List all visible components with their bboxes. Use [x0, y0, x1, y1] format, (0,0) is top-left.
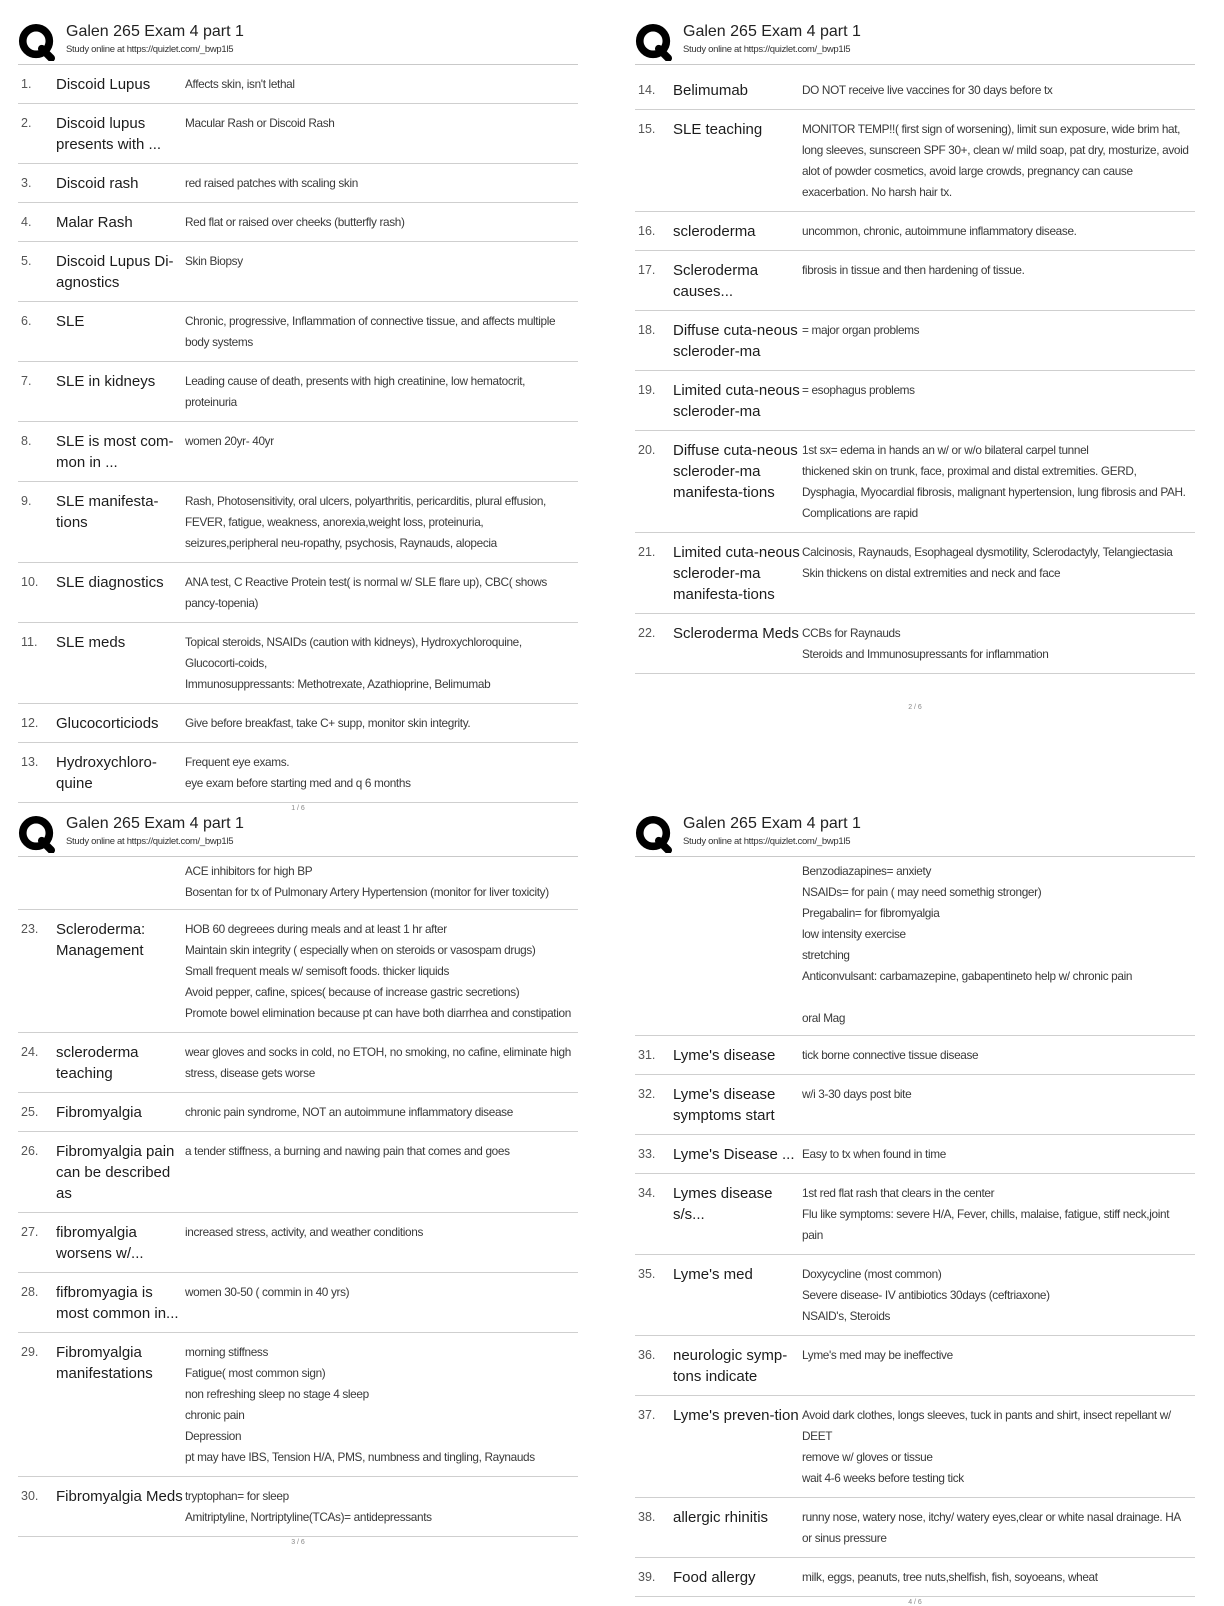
card-definition: [185, 752, 578, 794]
definition-line: Leading cause of death, presents with high creatinine, low hematocrit, proteinuria: [185, 374, 529, 409]
definition-line: NSAIDs= for pain ( may need somethig stronger): [802, 885, 1042, 899]
definition-line: morning stiffness: [185, 1345, 269, 1359]
card-definition: [802, 1507, 1195, 1549]
card-definition: [185, 212, 578, 233]
card-term: Lyme's preven-tion: [673, 1407, 799, 1424]
flashcard-row: [18, 302, 578, 362]
card-term: Fibromyalgia Meds: [56, 1488, 183, 1505]
definition-line: eye exam before starting med and q 6 months: [185, 776, 411, 790]
quizlet-logo-icon: [635, 23, 673, 61]
definition-line: Anticonvulsant: carbamazepine, gabapentineto help w/ chronic pain: [802, 969, 1133, 983]
flashcard-row: [18, 65, 578, 104]
definition-line: red raised patches with scaling skin: [185, 176, 358, 190]
definition-line: Benzodiazapines= anxiety: [802, 864, 931, 878]
definition-line: women 20yr- 40yr: [185, 434, 274, 448]
card-definition: [185, 173, 578, 194]
card-number: 10.: [21, 575, 39, 589]
card-number: 25.: [21, 1105, 39, 1119]
definition-line: Red flat or raised over cheeks (butterfly rash): [185, 215, 405, 229]
definition-line: ACE inhibitors for high BP: [185, 864, 313, 878]
flashcard-row: [18, 1093, 578, 1132]
card-definition: [802, 1345, 1195, 1387]
quizlet-logo-icon: [18, 23, 56, 61]
card-term: SLE: [56, 313, 85, 330]
page-number: 4 / 6: [908, 1599, 922, 1606]
study-online-link[interactable]: Study online at https://quizlet.com/_bwp1l5: [66, 44, 234, 55]
definition-line: Promote bowel elimination because pt can have both diarrhea and constipation: [185, 1006, 571, 1020]
definition-line: Affects skin, isn't lethal: [185, 77, 295, 91]
flashcard-row: [18, 362, 578, 422]
card-definition: [802, 1084, 1195, 1126]
card-definition: [185, 919, 578, 1024]
definition-line: Skin thickens on distal extremities and neck and face: [802, 566, 1061, 580]
card-term: Discoid rash: [56, 175, 139, 192]
definition-line: [802, 987, 1195, 1008]
card-number: 26.: [21, 1144, 39, 1158]
page-number: 2 / 6: [908, 704, 922, 711]
card-number: 23.: [21, 922, 39, 936]
definition-line: Bosentan for tx of Pulmonary Artery Hypertension (monitor for liver toxicity): [185, 885, 549, 899]
definition-line: Maintain skin integrity ( especially when on steroids or vasospam drugs): [185, 943, 536, 957]
study-online-link[interactable]: Study online at https://quizlet.com/_bwp1l5: [683, 836, 851, 847]
definition-line: Avoid dark clothes, longs sleeves, tuck in pants and shirt, insect repellant w/ DEET: [802, 1408, 1174, 1443]
flashcard-row: [635, 1255, 1195, 1336]
card-term: SLE in kidneys: [56, 373, 156, 390]
card-definition: [802, 260, 1195, 302]
definition-line: non refreshing sleep no stage 4 sleep: [185, 1387, 369, 1401]
card-definition: [802, 1567, 1195, 1588]
card-term: Fibromyalgia: [56, 1104, 142, 1121]
definition-line: runny nose, watery nose, itchy/ watery eyes,clear or white nasal drainage. HA or sinus pressure: [802, 1510, 1184, 1545]
definition-line: Immunosuppressants: Methotrexate, Azathioprine, Belimumab: [185, 677, 491, 691]
card-term: Limited cuta-neous scleroder-ma: [673, 382, 800, 420]
card-term: SLE teaching: [673, 121, 763, 138]
definition-line: Complications are rapid: [802, 506, 918, 520]
card-number: 27.: [21, 1225, 39, 1239]
flashcard-row: [635, 1396, 1195, 1498]
flashcard-row: [18, 1477, 578, 1537]
card-term: scleroderma: [673, 223, 756, 240]
definition-line: = major organ problems: [802, 323, 920, 337]
flashcard-row: [635, 1336, 1195, 1396]
definition-line: increased stress, activity, and weather conditions: [185, 1225, 424, 1239]
card-number: 17.: [638, 263, 656, 277]
card-definition: [802, 221, 1195, 242]
card-term: Discoid lupus presents with ...: [56, 115, 162, 153]
card-definition: [185, 371, 578, 413]
card-definition: [802, 1405, 1195, 1489]
definition-line: tick borne connective tissue disease: [802, 1048, 979, 1062]
card-number: 19.: [638, 383, 656, 397]
flashcard-row: [635, 614, 1195, 674]
card-term: fibromyalgia worsens w/...: [56, 1224, 144, 1262]
card-number: 30.: [21, 1489, 39, 1503]
card-definition: [802, 119, 1195, 203]
page-number: 1 / 6: [291, 805, 305, 812]
card-list: [635, 1036, 1195, 1597]
definition-line: fibrosis in tissue and then hardening of tissue.: [802, 263, 1025, 277]
definition-line: w/i 3-30 days post bite: [802, 1087, 912, 1101]
page-number: 3 / 6: [291, 1539, 305, 1546]
definition-line: Frequent eye exams.: [185, 755, 290, 769]
definition-line: Depression: [185, 1429, 242, 1443]
definition-line: wear gloves and socks in cold, no ETOH, no smoking, no cafine, eliminate high stress, disease gets worse: [185, 1045, 574, 1080]
definition-line: Flu like symptoms: severe H/A, Fever, chills, malaise, fatigue, stiff neck,joint pain: [802, 1207, 1173, 1242]
card-term: Diffuse cuta-neous scleroder-ma manifesta-tions: [673, 442, 798, 501]
card-number: 28.: [21, 1285, 39, 1299]
definition-line: a tender stiffness, a burning and nawing pain that comes and goes: [185, 1144, 510, 1158]
flashcard-row: [635, 533, 1195, 614]
definition-line: Pregabalin= for fibromyalgia: [802, 906, 940, 920]
flashcard-row: [635, 71, 1195, 110]
flashcard-row: [18, 563, 578, 623]
card-term: SLE meds: [56, 634, 126, 651]
card-term: allergic rhinitis: [673, 1509, 769, 1526]
card-term: Lymes disease s/s...: [673, 1185, 773, 1223]
flashcard-row: [635, 431, 1195, 533]
card-term: Food allergy: [673, 1569, 756, 1586]
definition-line: = esophagus problems: [802, 383, 915, 397]
page-header: [18, 810, 578, 854]
card-number: 13.: [21, 755, 39, 769]
card-number: 32.: [638, 1087, 656, 1101]
flashcard-row: [635, 110, 1195, 212]
card-number: 24.: [21, 1045, 39, 1059]
set-title: Galen 265 Exam 4 part 1: [66, 815, 244, 832]
flashcard-page-2: [635, 18, 1195, 711]
flashcard-page-1: [18, 18, 578, 812]
definition-line: Give before breakfast, take C+ supp, monitor skin integrity.: [185, 716, 471, 730]
card-definition: [802, 1045, 1195, 1066]
flashcard-row: [18, 482, 578, 563]
card-definition: [185, 1102, 578, 1123]
flashcard-row: [635, 1036, 1195, 1075]
flashcard-row: [635, 212, 1195, 251]
card-term: Lyme's Disease ...: [673, 1146, 795, 1163]
flashcard-row: [635, 1075, 1195, 1135]
definition-line: Rash, Photosensitivity, oral ulcers, polyarthritis, pericarditis, plural effusion, FEVER, fatigue, weakness, anorexia,weight loss, proteinuria, seizures,peripheral neu-ropathy, psychosis, Raynauds, alopecia: [185, 494, 549, 550]
definition-line: Macular Rash or Discoid Rash: [185, 116, 335, 130]
definition-line: chronic pain syndrome, NOT an autoimmune inflammatory disease: [185, 1105, 513, 1119]
card-number: 9.: [21, 494, 32, 508]
definition-line: milk, eggs, peanuts, tree nuts,shelfish, fish, soyoeans, wheat: [802, 1570, 1098, 1584]
definition-line: 1st sx= edema in hands an w/ or w/o bilateral carpel tunnel: [802, 443, 1089, 457]
card-number: 36.: [638, 1348, 656, 1362]
definition-line: Lyme's med may be ineffective: [802, 1348, 953, 1362]
definition-line: Amitriptyline, Nortriptyline(TCAs)= antidepressants: [185, 1510, 432, 1524]
quizlet-logo-icon: [18, 815, 56, 853]
continued-definition: [635, 857, 1195, 1036]
definition-line: Small frequent meals w/ semisoft foods. thicker liquids: [185, 964, 449, 978]
card-number: 22.: [638, 626, 656, 640]
card-number: 39.: [638, 1570, 656, 1584]
definition-line: Easy to tx when found in time: [802, 1147, 946, 1161]
definition-line: thickened skin on trunk, face, proximal and distal extremities. GERD, Dysphagia, Myocardial fibrosis, malignant hypertension, lung fibrosis and PAH.: [802, 464, 1186, 499]
card-number: 37.: [638, 1408, 656, 1422]
definition-line: Steroids and Immunosupressants for inflammation: [802, 647, 1049, 661]
card-number: 16.: [638, 224, 656, 238]
card-number: 1.: [21, 77, 32, 91]
card-definition: [185, 713, 578, 734]
definition-line: pt may have IBS, Tension H/A, PMS, numbness and tingling, Raynauds: [185, 1450, 535, 1464]
flashcard-row: [18, 1273, 578, 1333]
card-number: 4.: [21, 215, 32, 229]
card-definition: [185, 1222, 578, 1264]
card-definition: [185, 1486, 578, 1528]
card-definition: [185, 74, 578, 95]
card-term: neurologic symp-tons indicate: [673, 1347, 788, 1385]
flashcard-row: [635, 251, 1195, 311]
card-definition: [802, 1183, 1195, 1246]
flashcard-row: [635, 1558, 1195, 1597]
definition-line: wait 4-6 weeks before testing tick: [802, 1471, 964, 1485]
card-number: 3.: [21, 176, 32, 190]
flashcard-row: [635, 311, 1195, 371]
card-term: Lyme's disease: [673, 1047, 776, 1064]
page-header: [635, 18, 1195, 62]
flashcard-row: [18, 164, 578, 203]
card-definition: [802, 440, 1195, 524]
definition-line: Topical steroids, NSAIDs (caution with kidneys), Hydroxychloroquine, Glucocorti-coids,: [185, 635, 525, 670]
card-term: Fibromyalgia manifestations: [56, 1344, 153, 1382]
flashcard-page-3: [18, 810, 578, 1546]
definition-line: CCBs for Raynauds: [802, 626, 901, 640]
quizlet-logo-icon: [635, 815, 673, 853]
card-number: 8.: [21, 434, 32, 448]
card-number: 12.: [21, 716, 39, 730]
definition-line: tryptophan= for sleep: [185, 1489, 289, 1503]
flashcard-row: [18, 704, 578, 743]
flashcard-row: [635, 1498, 1195, 1558]
definition-line: HOB 60 degreees during meals and at least 1 hr after: [185, 922, 447, 936]
card-definition: [185, 251, 578, 293]
page-header: [635, 810, 1195, 854]
card-number: 5.: [21, 254, 32, 268]
flashcard-row: [18, 242, 578, 302]
card-number: 6.: [21, 314, 32, 328]
flashcard-row: [18, 910, 578, 1033]
card-definition: [802, 623, 1195, 665]
definition-line: DO NOT receive live vaccines for 30 days before tx: [802, 83, 1053, 97]
definition-line: uncommon, chronic, autoimmune inflammatory disease.: [802, 224, 1077, 238]
card-term: Lyme's disease symptoms start: [673, 1086, 776, 1124]
flashcard-row: [18, 1213, 578, 1273]
card-list: [18, 65, 578, 803]
definition-line: Fatigue( most common sign): [185, 1366, 326, 1380]
card-term: Fibromyalgia pain can be described as: [56, 1143, 175, 1202]
continued-definition: [18, 857, 578, 910]
page-header: [18, 18, 578, 62]
set-title: Galen 265 Exam 4 part 1: [683, 815, 861, 832]
definition-line: Avoid pepper, cafine, spices( because of increase gastric secretions): [185, 985, 520, 999]
card-number: 20.: [638, 443, 656, 457]
card-number: 38.: [638, 1510, 656, 1524]
flashcard-row: [18, 623, 578, 704]
card-definition: [185, 632, 578, 695]
card-definition: [185, 431, 578, 473]
card-list: [18, 910, 578, 1537]
definition-line: Severe disease- IV antibiotics 30days (ceftriaxone): [802, 1288, 1050, 1302]
flashcard-row: [18, 1132, 578, 1213]
card-definition: [185, 1282, 578, 1324]
card-number: 2.: [21, 116, 32, 130]
definition-line: ANA test, C Reactive Protein test( is normal w/ SLE flare up), CBC( shows pancy-topenia): [185, 575, 550, 610]
card-term: Malar Rash: [56, 214, 133, 231]
card-definition: [802, 542, 1195, 605]
definition-line: MONITOR TEMP!!( first sign of worsening), limit sun exposure, wide brim hat, long sleeves, sunscreen SPF 30+, clean w/ mild soap, pat dry, mosturize, avoid alot of powder cosmetics, avoid large crowds, pregnancy can cause exacerbation. No harsh hair tx.: [802, 122, 1192, 199]
card-definition: [185, 113, 578, 155]
study-online-link[interactable]: Study online at https://quizlet.com/_bwp1l5: [66, 836, 234, 847]
flashcard-page-4: [635, 810, 1195, 1606]
flashcard-row: [635, 1135, 1195, 1174]
card-definition: [802, 320, 1195, 362]
card-term: fifbromyagia is most common in...: [56, 1284, 179, 1322]
card-number: 15.: [638, 122, 656, 136]
card-number: 21.: [638, 545, 656, 559]
card-term: Discoid Lupus: [56, 76, 151, 93]
card-number: 31.: [638, 1048, 656, 1062]
card-term: scleroderma teaching: [56, 1044, 139, 1082]
definition-line: Calcinosis, Raynauds, Esophageal dysmotility, Sclerodactyly, Telangiectasia: [802, 545, 1173, 559]
card-definition: [802, 380, 1195, 422]
definition-line: women 30-50 ( commin in 40 yrs): [185, 1285, 350, 1299]
card-term: Limited cuta-neous scleroder-ma manifesta-tions: [673, 544, 800, 603]
card-number: 18.: [638, 323, 656, 337]
card-definition: [802, 1264, 1195, 1327]
definition-line: Skin Biopsy: [185, 254, 243, 268]
card-list: [635, 65, 1195, 674]
card-number: 35.: [638, 1267, 656, 1281]
definition-line: stretching: [802, 948, 850, 962]
definition-line: Chronic, progressive, Inflammation of connective tissue, and affects multiple body systems: [185, 314, 559, 349]
card-definition: [185, 491, 578, 554]
card-term: SLE is most com-mon in ...: [56, 433, 174, 471]
card-number: 7.: [21, 374, 32, 388]
flashcard-row: [18, 1033, 578, 1093]
card-term: Lyme's med: [673, 1266, 753, 1283]
card-number: 29.: [21, 1345, 39, 1359]
definition-line: low intensity exercise: [802, 927, 906, 941]
card-definition: [802, 80, 1195, 101]
flashcard-row: [635, 371, 1195, 431]
card-number: 14.: [638, 83, 656, 97]
definition-line: 1st red flat rash that clears in the center: [802, 1186, 995, 1200]
card-number: 33.: [638, 1147, 656, 1161]
card-term: SLE diagnostics: [56, 574, 164, 591]
card-term: Glucocorticiods: [56, 715, 159, 732]
card-definition: [185, 1042, 578, 1084]
definition-line: oral Mag: [802, 1011, 846, 1025]
card-definition: [802, 1144, 1195, 1165]
card-term: SLE manifesta-tions: [56, 493, 159, 531]
card-term: Hydroxychloro-quine: [56, 754, 157, 792]
definition-line: remove w/ gloves or tissue: [802, 1450, 933, 1464]
set-title: Galen 265 Exam 4 part 1: [66, 23, 244, 40]
flashcard-row: [18, 1333, 578, 1477]
card-definition: [185, 1342, 578, 1468]
card-definition: [185, 1141, 578, 1204]
card-term: Scleroderma causes...: [673, 262, 759, 300]
flashcard-row: [18, 104, 578, 164]
card-term: Scleroderma Meds: [673, 625, 799, 642]
flashcard-row: [18, 422, 578, 482]
card-number: 34.: [638, 1186, 656, 1200]
set-title: Galen 265 Exam 4 part 1: [683, 23, 861, 40]
flashcard-row: [18, 203, 578, 242]
flashcard-row: [18, 743, 578, 803]
card-definition: [185, 572, 578, 614]
card-term: Diffuse cuta-neous scleroder-ma: [673, 322, 798, 360]
card-term: Belimumab: [673, 82, 749, 99]
card-term: Discoid Lupus Di-agnostics: [56, 253, 174, 291]
flashcard-row: [635, 1174, 1195, 1255]
definition-line: chronic pain: [185, 1408, 245, 1422]
card-definition: [185, 311, 578, 353]
definition-line: Doxycycline (most common): [802, 1267, 942, 1281]
study-online-link[interactable]: Study online at https://quizlet.com/_bwp1l5: [683, 44, 851, 55]
card-term: Scleroderma: Management: [56, 921, 146, 959]
card-number: 11.: [21, 635, 38, 649]
definition-line: NSAID's, Steroids: [802, 1309, 891, 1323]
